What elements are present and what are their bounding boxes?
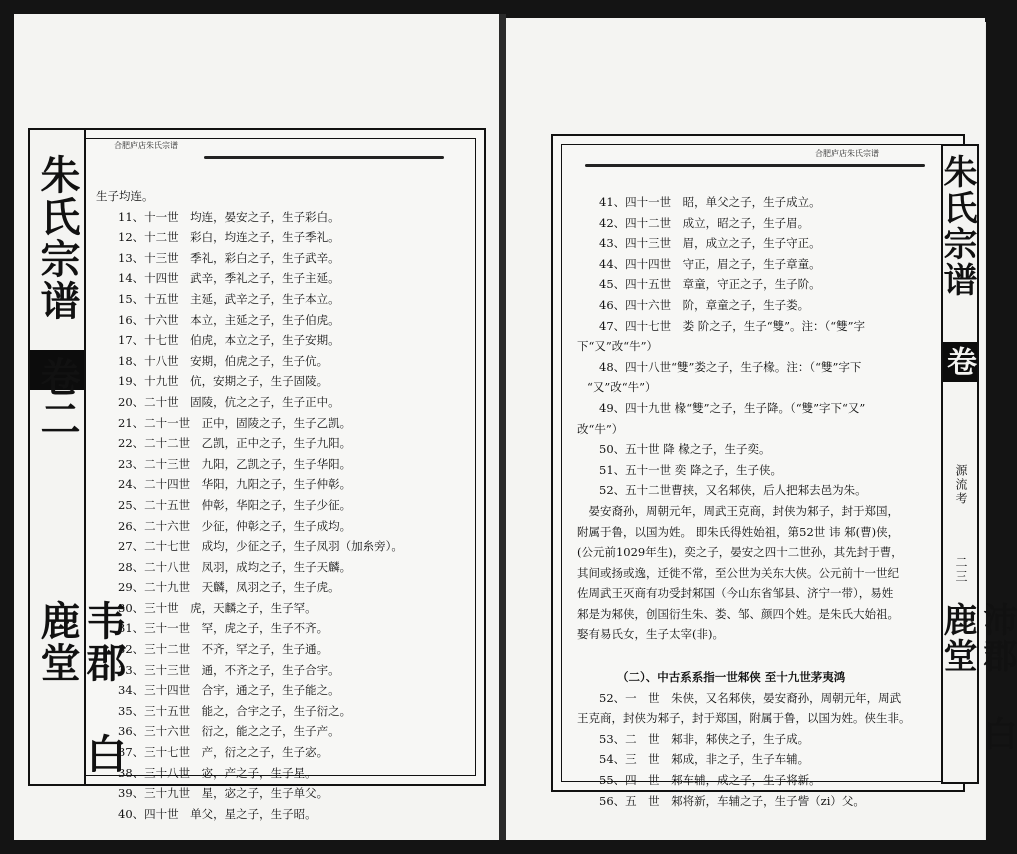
hall-name-right: 沛郡 白鹿堂 [937,602,1017,752]
text-line: 下“又”改“牛”） [577,339,659,354]
left-page [14,14,500,840]
text-line: 改“牛”） [577,421,624,436]
text-line: 佐周武王灭商有功受封邾国（今山东省邹县、济宁一带），易姓 [577,586,894,601]
text-line: 25、二十五世 仲彰，华阳之子，生子少征。 [118,497,352,512]
volume-label: 卷二 [34,356,81,440]
text-line: 52、一 世 朱侠，又名邾侠，晏安裔孙，周朝元年，周武 [599,690,902,705]
left-header-text: 合肥庐店朱氏宗谱 [114,141,178,150]
text-line: 37、三十七世 产，衍之之子，生子宓。 [118,745,329,760]
text-line: 13、十三世 季礼，彩白之子，生子武辛。 [118,250,340,265]
text-line: 26、二十六世 少征，仲彰之子，生子成均。 [118,518,352,533]
text-line: 52、五十二世曹挟，又名邾侠，后人把邾去邑为朱。 [599,483,867,498]
text-line: 41、四十一世 昭，单父之子，生子成立。 [599,195,821,209]
text-line: 51、五十一世 奕 降之子，生子侠。 [599,462,782,477]
text-line: 19、十九世 伉，安期之子，生子固陵。 [118,374,329,389]
text-line: 54、三 世 邾成，非之子，生子车辅。 [599,752,810,767]
text-line: 30、三十世 虎，天麟之子，生子罕。 [118,600,317,615]
text-line: 33、三十三世 通，不齐之子，生子合宇。 [118,662,340,677]
text-line: 附属于鲁，以国为姓。 即朱氏得姓始祖，第52世 讳 邾(曹)侠， [577,524,900,539]
section-title: （二）、中古系系指一世邾侠 至十九世茅夷鸿 [617,670,846,685]
text-line: 46、四十六世 阶，章童之子，生子娄。 [599,297,810,312]
text-line: 50、五十世 降 椽之子，生子奕。 [599,442,771,457]
text-line: 45、四十五世 章童，守正之子，生子阶。 [599,277,821,292]
hall-name-left: 韦郡 白鹿堂 [34,600,127,775]
text-line: 29、二十九世 天麟，凤羽之子，生子虎。 [118,580,340,595]
text-line: 40、四十世 单父，星之子，生子昭。 [118,806,317,821]
text-line: 23、二十三世 九阳，乙凯之子，生子华阳。 [118,456,352,471]
text-line: 15、十五世 主延，武辛之子，生子本立。 [118,291,340,306]
text-line: 44、四十四世 守正，眉之子，生子章童。 [599,256,821,271]
text-line: 47、四十七世 娄 阶之子，生子“雙”。注：（“雙”字 [599,318,866,333]
text-line: 18、十八世 安期，伯虎之子，生子伉。 [118,353,329,368]
text-line: 38、三十八世 宓，产之子，生子星。 [118,765,317,780]
text-line: 27、二十七世 成均，少征之子，生子凤羽（加糸旁）。 [118,539,403,554]
text-line: 55、四 世 邾车辅，成之子，生子将新。 [599,773,821,788]
text-line: 24、二十四世 华阳，九阳之子，生子仲彰。 [118,477,352,492]
volume-label-right: 卷二 [941,346,976,410]
text-line: 王克商，封侠为邾子，封于郑国，附属于鲁，以国为姓。侠生非。 [577,711,911,726]
text-line: 43、四十三世 眉，成立之子，生子守正。 [599,236,821,251]
text-line: 11、十一世 均连，晏安之子，生子彩白。 [118,209,340,224]
text-line: 32、三十二世 不齐，罕之子，生子通。 [118,642,329,657]
text-line: 35、三十五世 能之，合宇之子，生子衍之。 [118,703,352,718]
text-line: 邾是为邾侠，创国衍生朱、娄、邹、颜四个姓。是朱氏大始祖。 [577,606,899,621]
left-header [94,140,454,152]
right-title-strip [937,144,1017,784]
text-line: “又”改“牛”） [587,380,657,395]
text-line: 12、十二世 彩白，均连之子，生子季礼。 [118,230,340,245]
text-line: 21、二十一世 正中，固陵之子，生子乙凯。 [118,415,352,430]
text-line: 31、三十一世 罕，虎之子，生子不齐。 [118,621,329,636]
right-page [505,18,1017,840]
text-line: (公元前1029年生)，奕之子，晏安之四十二世孙，其先封于曹， [577,545,903,560]
text-line: 56、五 世 邾将新，车辅之子，生子訾（zi）父。 [599,793,865,808]
text-line: 生子均连。 [96,189,154,203]
text-line: 53、二 世 邾非，邾侠之子，生子成。 [599,731,810,746]
text-line: 22、二十二世 乙凯，正中之子，生子九阳。 [118,436,352,451]
text-line: 34、三十四世 合宇，通之子，生子能之。 [118,683,340,698]
text-line: 36、三十六世 衍之，能之之子，生子产。 [118,724,340,739]
left-header-rule [204,156,444,159]
text-line: 49、四十九世 椽“雙”之子，生子降。（“雙”字下“又” [599,400,866,415]
book-gutter [499,14,506,840]
right-header-text: 合肥庐店朱氏宗谱 [815,149,879,158]
text-line: 48、四十八世“雙”娄之子，生子椽。注：（“雙”字下 [599,359,862,374]
text-line: 娶有易氏女，生子太宰(非)。 [577,627,724,642]
text-line: 16、十六世 本立，主延之子，生子伯虎。 [118,312,340,327]
text-line: 14、十四世 武辛，季礼之子，生子主延。 [118,271,340,286]
spacer [577,645,911,667]
left-text-block [96,186,403,824]
right-header [565,148,925,160]
text-line: 20、二十世 固陵，伉之之子，生子正中。 [118,394,340,409]
right-text-block [577,192,911,811]
text-line: 42、四十二世 成立，昭之子，生子眉。 [599,215,810,230]
text-line: 39、三十九世 星，宓之子，生子单父。 [118,786,329,801]
text-line: 28、二十八世 凤羽，成均之子，生子天麟。 [118,559,352,574]
book-title-right: 朱氏宗谱 [937,154,977,298]
text-line: 晏安裔孙，周朝元年，周武王克商，封侠为邾子，封于郑国， [577,503,899,518]
book-title: 朱氏宗谱 [34,154,81,322]
text-line: 17、十七世 伯虎，本立之子，生子安期。 [118,333,340,348]
section-name: 源流考 [954,464,968,506]
text-line: 其间或扬或逸，迁徙不常，至公世为关东大侠。公元前十一世纪 [577,565,899,580]
page-number: 二三 [954,556,968,584]
right-header-rule [585,164,925,167]
